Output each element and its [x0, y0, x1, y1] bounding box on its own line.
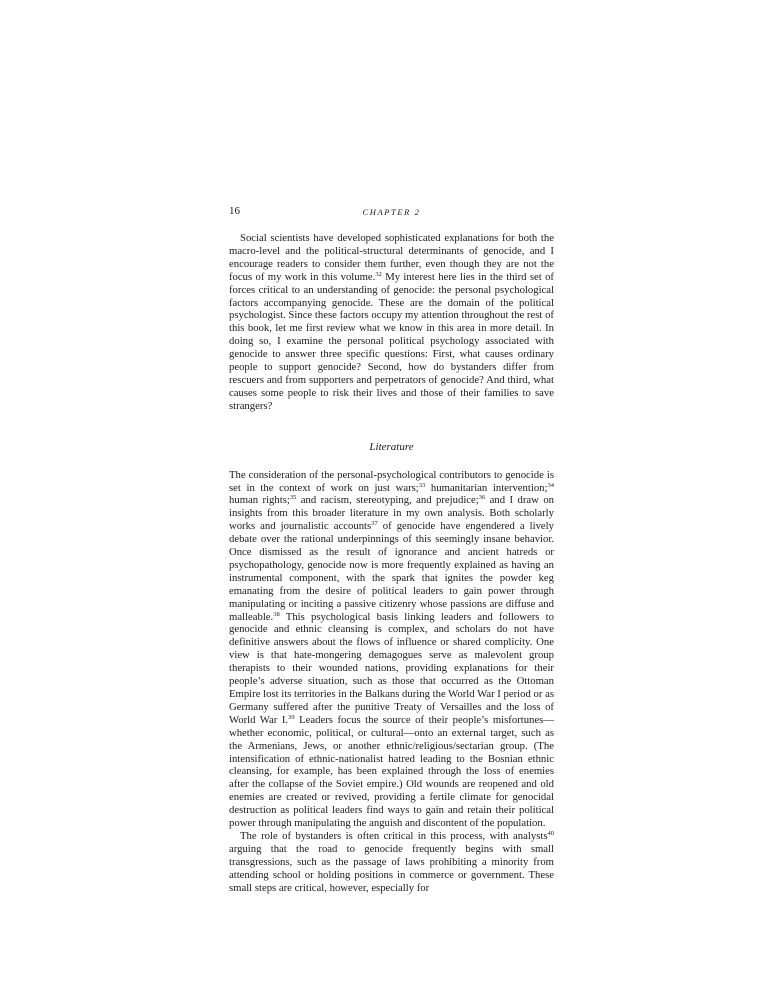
footnote-ref: 34 [547, 481, 554, 489]
footnote-ref: 38 [273, 610, 280, 618]
paragraph-intro [229, 232, 554, 413]
text-run: human rights; [229, 494, 290, 507]
page-number: 16 [229, 205, 240, 217]
footnote-ref: 40 [547, 829, 554, 837]
chapter-running-head: CHAPTER 2 [362, 207, 421, 217]
paragraph-literature [229, 469, 554, 830]
footnote-ref: 35 [289, 494, 297, 502]
paragraph-bystanders [229, 830, 554, 895]
text-run: The role of bystanders is often critical in this process, with analysts [240, 829, 548, 842]
text-run: of genocide have engendered a lively debate over the rational underpinnings of this seemingly insane behavior. Once dismissed as the result of ignorance and ancient hatreds or psychopathology, genocide now is more frequently explained as having an instrumental component, with the spark that ignites the powder keg emanating from the desire of political leaders to gain power through manipulating or inciting a passive citizenry whose passions are diffuse and malleable. [229, 520, 554, 623]
text-block [229, 202, 554, 895]
text-run: Social scientists have developed sophisticated explanations for both the macro-level and the political-structural determinants of genocide, and I encourage readers to consider them further, even though they are not the focus of my work in this volume. [229, 232, 554, 283]
footnote-ref: 39 [288, 713, 295, 721]
text-run: This psychological basis linking leaders and followers to genocide and ethnic cleansing is complex, and scholars do not have definitive answers about the flows of influence or shared complicity. One view is that hate-mongering demagogues serve as malevolent group therapists to their wounded nations, providing explanations for their people’s adverse situation, such as those that occurred as the Ottoman Empire lost its territories in the Balkans during the World War I period or as Germany suffered after the punitive Treaty of Versailles and the loss of World War I. [229, 610, 554, 726]
text-run: and I draw on insights from this broader literature in my own analysis. Both scholarly works and journalistic accounts [229, 494, 555, 533]
text-run: The consideration of the personal-psychological contributors to genocide is set in the context of work on just wars; [229, 468, 554, 494]
footnote-ref: 36 [478, 494, 486, 502]
text-run: humanitarian intervention; [425, 481, 548, 494]
footnote-ref: 33 [418, 481, 426, 489]
footnote-ref: 37 [371, 520, 378, 528]
footnote-ref: 32 [375, 270, 382, 278]
section-heading: Literature [369, 440, 414, 453]
text-run: Leaders focus the source of their people’s misfortunes—whether economic, political, or cultural—onto an external target, such as the Armenians, Jews, or another ethnic/religious/sectarian group. (The intensification of ethnic-nationalist hatred leading to the Bosnian ethnic cleansing, for example, has been explained through the loss of enemies after the collapse of the Soviet empire.) Old wounds are reopened and old enemies are created or revived, providing a fertile climate for genocidal destruction as political leaders find ways to gain and retain their political power through manipulating the anguish and discontent of the population. [229, 713, 554, 830]
text-run: and racism, stereotyping, and prejudice; [296, 494, 479, 507]
running-head [229, 202, 554, 222]
text-run: My interest here lies in the third set of forces critical to an understanding of genocide: the personal psychological factors accompanying genocide. These are the domain of the political psychologist. Since these factors occupy my attention throughout the rest of this book, let me first review what we know in this area in more detail. In doing so, I examine the personal political psychology associated with genocide to answer three specific questions: First, what causes ordinary people to support genocide? Second, how do bystanders differ from rescuers and from supporters and perpetrators of genocide? And third, what causes some people to risk their lives and those of their families to save strangers? [229, 270, 554, 412]
text-run: arguing that the road to genocide frequently begins with small transgressions, such as the passage of laws prohibiting a minority from attending school or holding positions in commerce or government. These small steps are critical, however, especially for [229, 842, 554, 894]
